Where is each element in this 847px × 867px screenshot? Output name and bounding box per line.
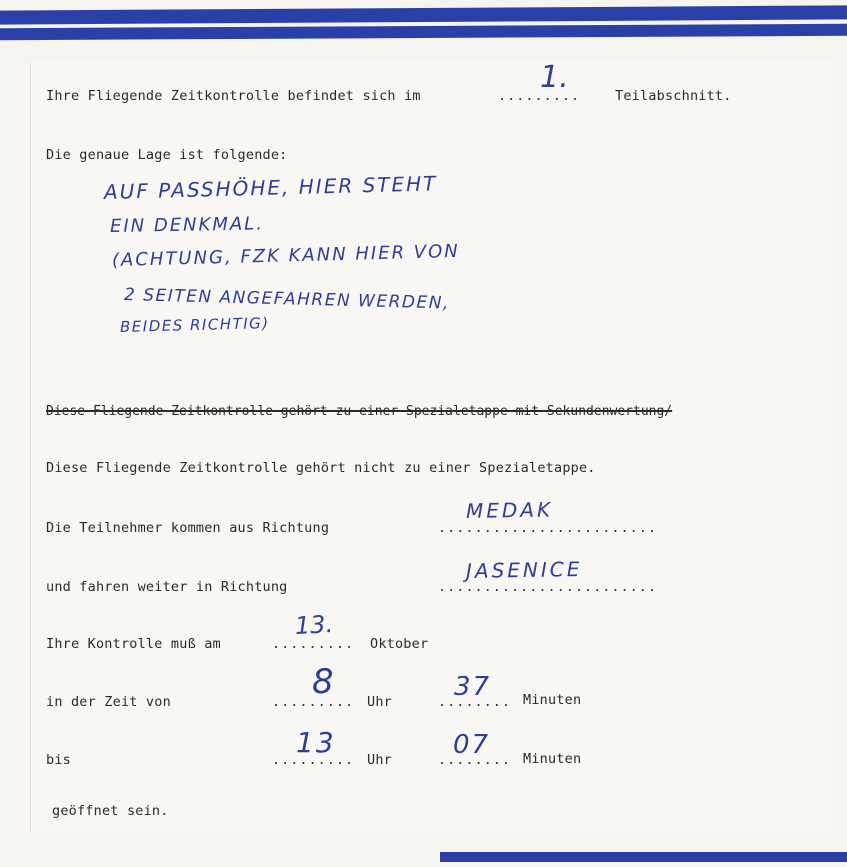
location-handwriting-line-5: BEIDES RICHTIG) — [119, 314, 270, 336]
until-hour-unit: Uhr — [367, 752, 392, 768]
location-label: Die genaue Lage ist folgende: — [46, 147, 288, 163]
from-direction-value: MEDAK — [465, 497, 554, 523]
struck-special-stage-line: Diese Fliegende Zeitkontrolle gehört zu einer Spezialetappe mit Sekundenwertung/ — [46, 404, 673, 419]
section-value: 1. — [540, 60, 569, 95]
from-minute-dots: ........ — [438, 694, 512, 710]
date-month: Oktober — [370, 636, 429, 652]
date-dots: ......... — [272, 636, 355, 652]
from-time-label: in der Zeit von — [46, 694, 171, 710]
top-blue-band-lower — [0, 24, 847, 40]
from-hour-unit: Uhr — [367, 694, 392, 710]
location-handwriting-line-3: (ACHTUNG, FZK KANN HIER VON — [111, 240, 460, 271]
not-special-stage-line: Diese Fliegende Zeitkontrolle gehört nicht zu einer Spezialetappe. — [46, 460, 596, 476]
to-direction-value: JASENICE — [465, 556, 583, 583]
date-value: 13. — [294, 610, 334, 640]
to-direction-dots: ........................ — [438, 579, 658, 595]
from-hour-value: 8 — [312, 662, 334, 702]
from-minute-value: 37 — [454, 672, 492, 702]
section-dots: ......... — [498, 88, 581, 104]
location-handwriting-line-2: EIN DENKMAL. — [109, 213, 265, 237]
until-label: bis — [46, 752, 71, 768]
bottom-blue-band — [440, 852, 847, 862]
from-minute-unit: Minuten — [523, 692, 582, 708]
section-suffix: Teilabschnitt. — [615, 88, 732, 104]
until-hour-dots: ......... — [272, 752, 355, 768]
until-hour-value: 13 — [296, 726, 336, 759]
until-minute-dots: ........ — [438, 752, 512, 768]
from-direction-label: Die Teilnehmer kommen aus Richtung — [46, 520, 330, 536]
until-minute-unit: Minuten — [523, 751, 582, 767]
top-blue-band — [0, 5, 847, 24]
closing-text: geöffnet sein. — [52, 803, 169, 819]
until-minute-value: 07 — [453, 730, 491, 760]
from-direction-dots: ........................ — [438, 520, 658, 536]
to-direction-label: und fahren weiter in Richtung — [46, 579, 288, 595]
date-label: Ihre Kontrolle muß am — [46, 636, 221, 652]
section-prefix: Ihre Fliegende Zeitkontrolle befindet sich im — [46, 88, 421, 104]
location-handwriting-line-4: 2 SEITEN ANGEFAHREN WERDEN, — [123, 285, 451, 314]
from-hour-dots: ......... — [272, 694, 355, 710]
location-handwriting-line-1: AUF PASSHÖHE, HIER STEHT — [103, 171, 438, 204]
